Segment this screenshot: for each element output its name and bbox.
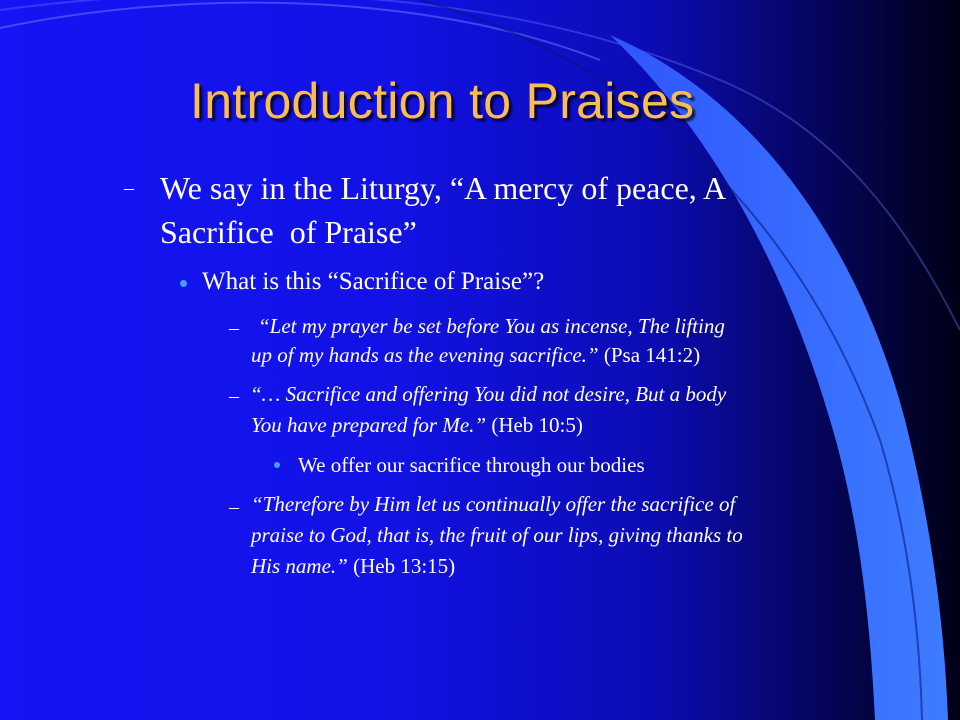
quote3-line1: “Therefore by Him let us continually offer the sacrifice of <box>251 492 736 516</box>
quote1-line2 <box>251 343 700 368</box>
swoosh-shape <box>610 35 948 720</box>
quote1-reference: (Psa 141:2) <box>598 343 701 367</box>
quote2-reference: (Heb 10:5) <box>486 413 583 437</box>
level1-text-line1: We say in the Liturgy, “A mercy of peace, A <box>160 170 727 206</box>
quote3-line3-italic: His name.” <box>251 554 348 578</box>
quote2-line2-italic: You have prepared for Me.” <box>251 413 487 437</box>
level1-dash: – <box>124 177 134 199</box>
level4-text: We offer our sacrifice through our bodies <box>298 453 645 477</box>
level4-bullet-icon <box>274 462 280 468</box>
level1-text-line2: Sacrifice of Praise” <box>160 214 417 250</box>
quote1-line2-italic: up of my hands as the evening sacrifice.” <box>251 343 599 367</box>
level3-dash-2: – <box>229 385 239 407</box>
quote3-line2: praise to God, that is, the fruit of our lips, giving thanks to <box>251 523 743 547</box>
quote1-line1: “Let my prayer be set before You as incense, The lifting <box>258 314 725 338</box>
quote2-line1: “… Sacrifice and offering You did not desire, But a body <box>250 382 727 406</box>
level2-text: What is this “Sacrifice of Praise”? <box>202 268 545 295</box>
slide-title: Introduction to Praises <box>190 73 695 129</box>
level2-bullet-icon <box>180 280 187 287</box>
quote2-line2 <box>251 413 583 438</box>
level3-dash-1: – <box>229 317 239 339</box>
quote3-line3 <box>251 554 455 579</box>
level3-dash-3: – <box>229 496 239 518</box>
quote3-reference: (Heb 13:15) <box>347 554 456 578</box>
